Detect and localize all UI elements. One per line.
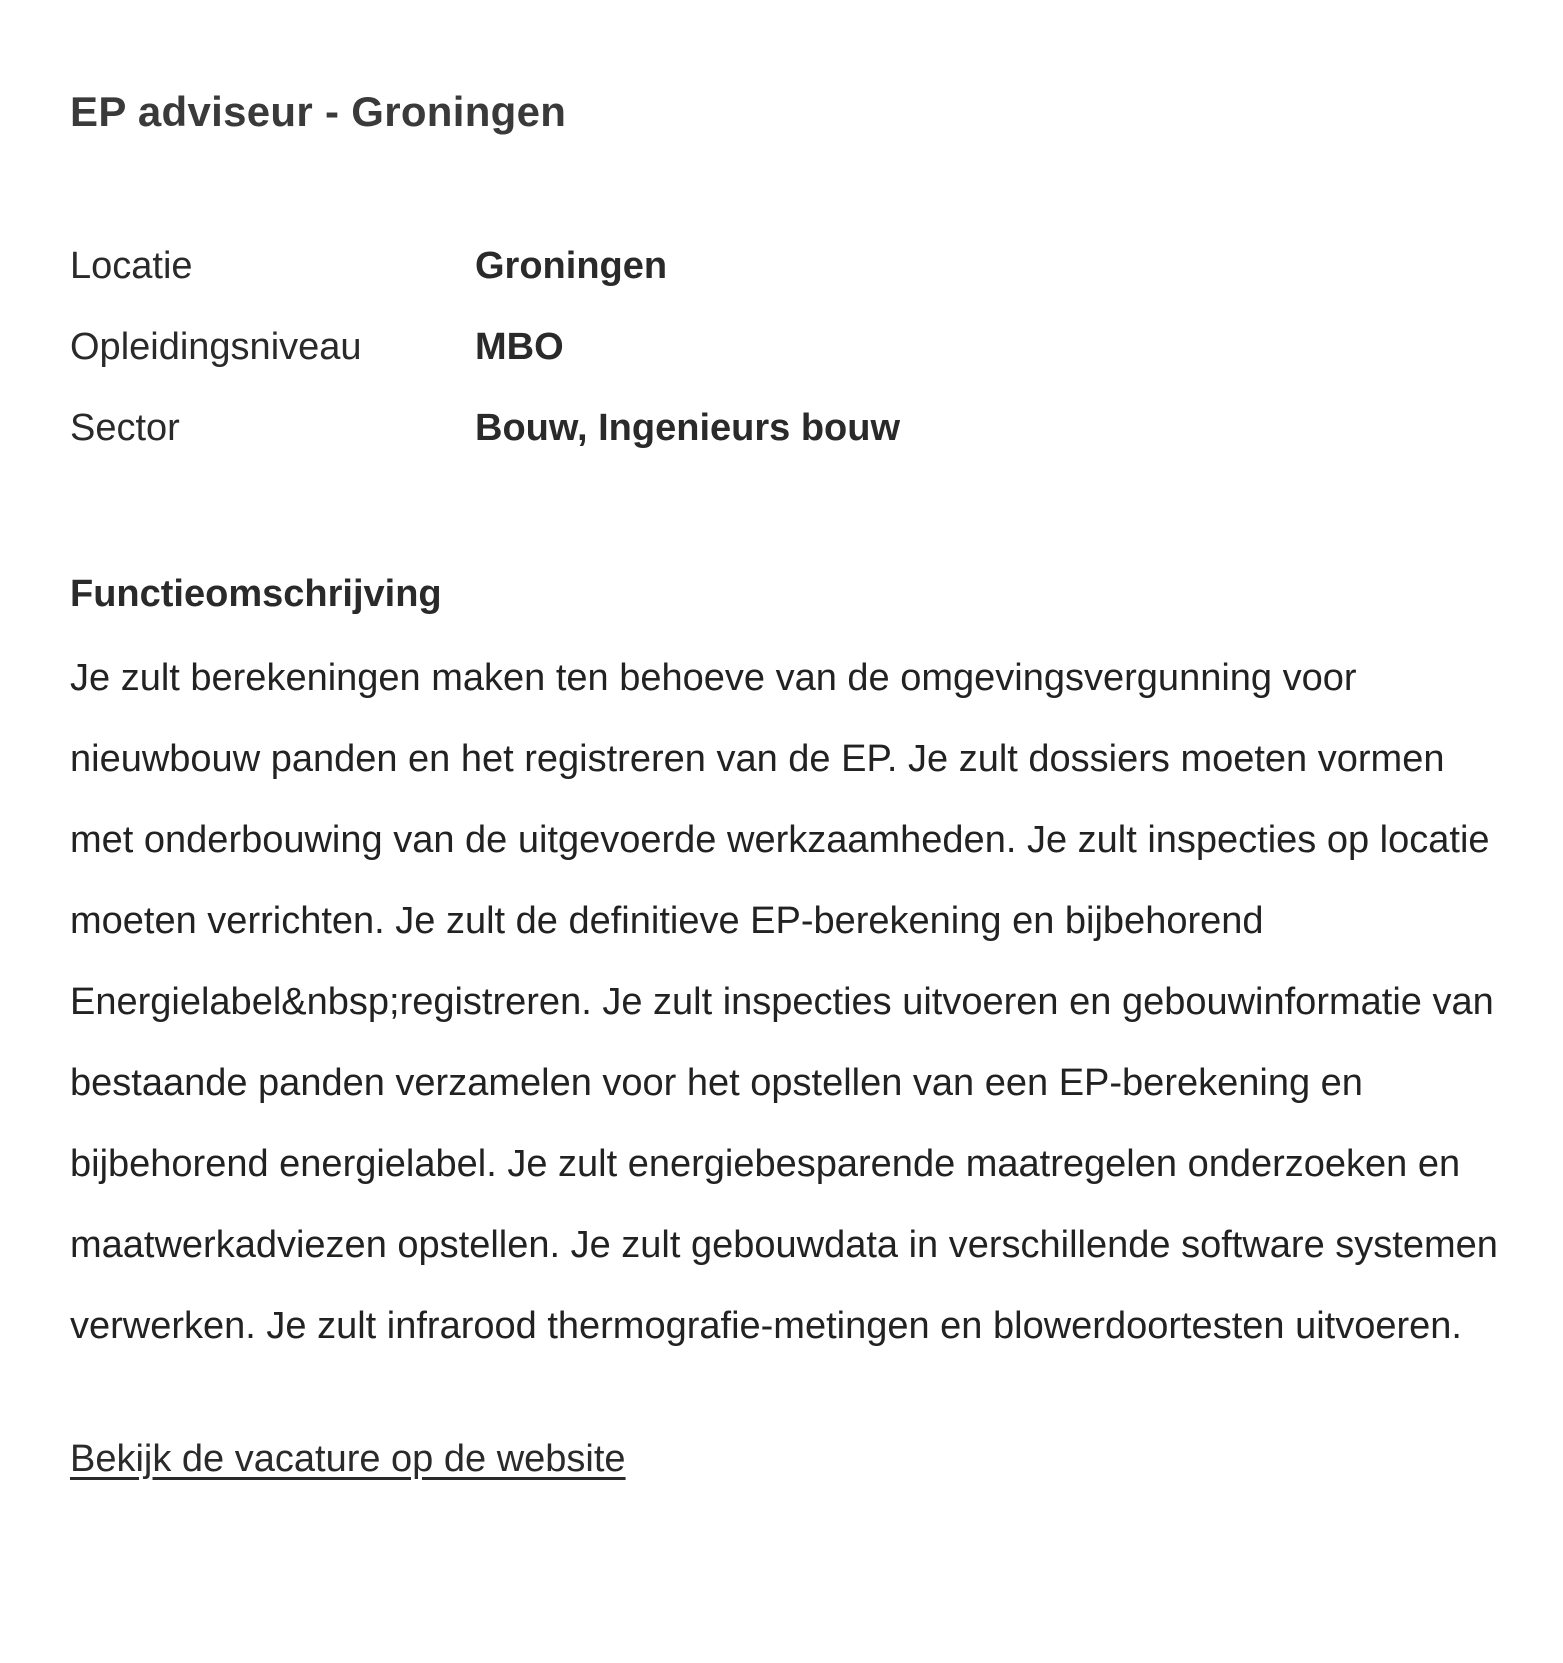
detail-value: MBO (475, 326, 564, 368)
detail-row-sector (70, 388, 900, 469)
vacancy-document (70, 80, 1510, 1489)
detail-label: Sector (70, 407, 180, 449)
detail-value: Groningen (475, 245, 668, 287)
detail-label: Opleidingsniveau (70, 326, 362, 368)
detail-row-education-level (70, 307, 900, 388)
view-vacancy-link[interactable]: Bekijk de vacature op de website (70, 1438, 626, 1480)
job-details-table (70, 226, 900, 469)
detail-row-location (70, 226, 900, 307)
description-heading: Functieomschrijving (70, 573, 442, 615)
description-text: Je zult berekeningen maken ten behoeve van de omgevingsvergunning voor nieuwbouw panden en het registreren van de EP. Je zult dossiers moeten vormen met onderbouwing van de uitgevoerde werkzaamheden. Je zult inspecties op locatie moeten verrichten. Je zult de definitieve EP-berekening en bijbehorend Energielabel&nbsp;registreren. Je zult inspecties uitvoeren en gebouwinformatie van bestaande panden verzamelen voor het opstellen van een EP-berekening en bijbehorend energielabel. Je zult energiebesparende maatregelen onderzoeken en maatwerkadviezen opstellen. Je zult gebouwdata in verschillende software systemen verwerken. Je zult infrarood thermografie-metingen en blowerdoortesten uitvoeren. (70, 657, 1498, 1347)
job-title: EP adviseur - Groningen (70, 88, 567, 135)
detail-label: Locatie (70, 245, 193, 287)
detail-value: Bouw, Ingenieurs bouw (475, 407, 901, 449)
